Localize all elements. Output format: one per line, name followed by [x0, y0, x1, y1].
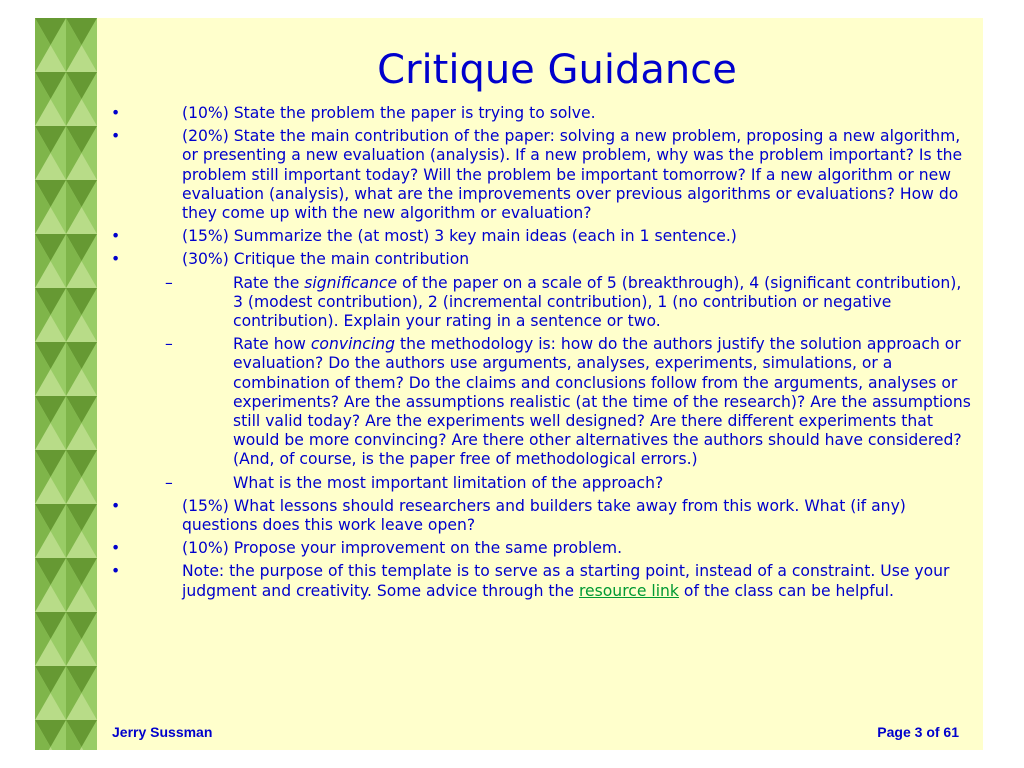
bullet-marker: • [111, 539, 121, 558]
bullet-item [107, 497, 972, 535]
sub-bullet-item [107, 274, 972, 332]
bullet-marker: • [111, 250, 121, 269]
dash-marker: – [165, 273, 173, 292]
bullet-item [107, 227, 972, 246]
bullet-marker: • [111, 496, 121, 515]
bullet-list [107, 104, 972, 605]
resource-link[interactable]: resource link [578, 581, 679, 600]
bullet-text: (15%) Summarize the (at most) 3 key main ideas (each in 1 sentence.) [182, 227, 737, 246]
sub-bullet-text: What is the most important limitation of the approach? [233, 473, 664, 492]
bullet-marker: • [111, 227, 121, 246]
bullet-marker: • [111, 127, 121, 146]
bullet-text: (15%) What lessons should researchers and builders take away from this work. What (if any) questions does this work leave open? [182, 496, 906, 535]
sub-bullet-text: Rate the significance of the paper on a scale of 5 (breakthrough), 4 (significant contribution), 3 (modest contribution), 2 (incremental contribution), 1 (no contribution or negative contribution). Explain your rating in a sentence or two. [233, 273, 962, 331]
slide-title: Critique Guidance [377, 47, 737, 93]
bullet-text: (20%) State the main contribution of the paper: solving a new problem, proposing a new algorithm, or presenting a new evaluation (analysis). If a new problem, why was the problem important? Is the problem still important today? Will the problem be important tomorrow? If a new algorithm or new evaluation (analysis), what are the improvements over previous algorithms or evaluations? How do they come up with the new algorithm or evaluation? [182, 127, 963, 223]
bullet-item [107, 250, 972, 269]
dash-marker: – [165, 335, 173, 354]
decorative-triangle-stripe [35, 18, 97, 750]
bullet-text: (30%) Critique the main contribution [182, 250, 470, 269]
sub-bullet-item [107, 474, 972, 493]
bullet-marker: • [111, 562, 121, 581]
bullet-item [107, 562, 972, 600]
bullet-text: (10%) State the problem the paper is trying to solve. [182, 104, 596, 122]
emphasis-significance: significance [304, 273, 398, 292]
sub-bullet-item [107, 335, 972, 469]
bullet-text: Note: the purpose of this template is to serve as a starting point, instead of a constraint. Use your judgment and creativity. Some advice through the resource link of the class can be helpful. [182, 562, 950, 600]
emphasis-convincing: convincing [310, 335, 395, 354]
bullet-item [107, 127, 972, 223]
slide [35, 18, 983, 750]
bullet-marker: • [111, 104, 121, 122]
footer-page-number: Page 3 of 61 [877, 724, 959, 740]
footer-author: Jerry Sussman [112, 724, 213, 740]
dash-marker: – [165, 473, 173, 492]
sub-bullet-text: Rate how convincing the methodology is: how do the authors justify the solution approach or evaluation? Do the authors use arguments, analyses, experiments, simulations, or a combination of them? Do the claims and conclusions follow from the arguments, analyses or experiments? Are the assumptions realistic (at the time of the research)? Are the assumptions still valid today? Are the experiments well designed? Are there different experiments that would be more convincing? Are there other alternatives the authors should have considered? (And, of course, is the paper free of methodological errors.) [233, 335, 971, 469]
bullet-item [107, 104, 972, 123]
bullet-item [107, 539, 972, 558]
bullet-text: (10%) Propose your improvement on the same problem. [182, 539, 623, 558]
